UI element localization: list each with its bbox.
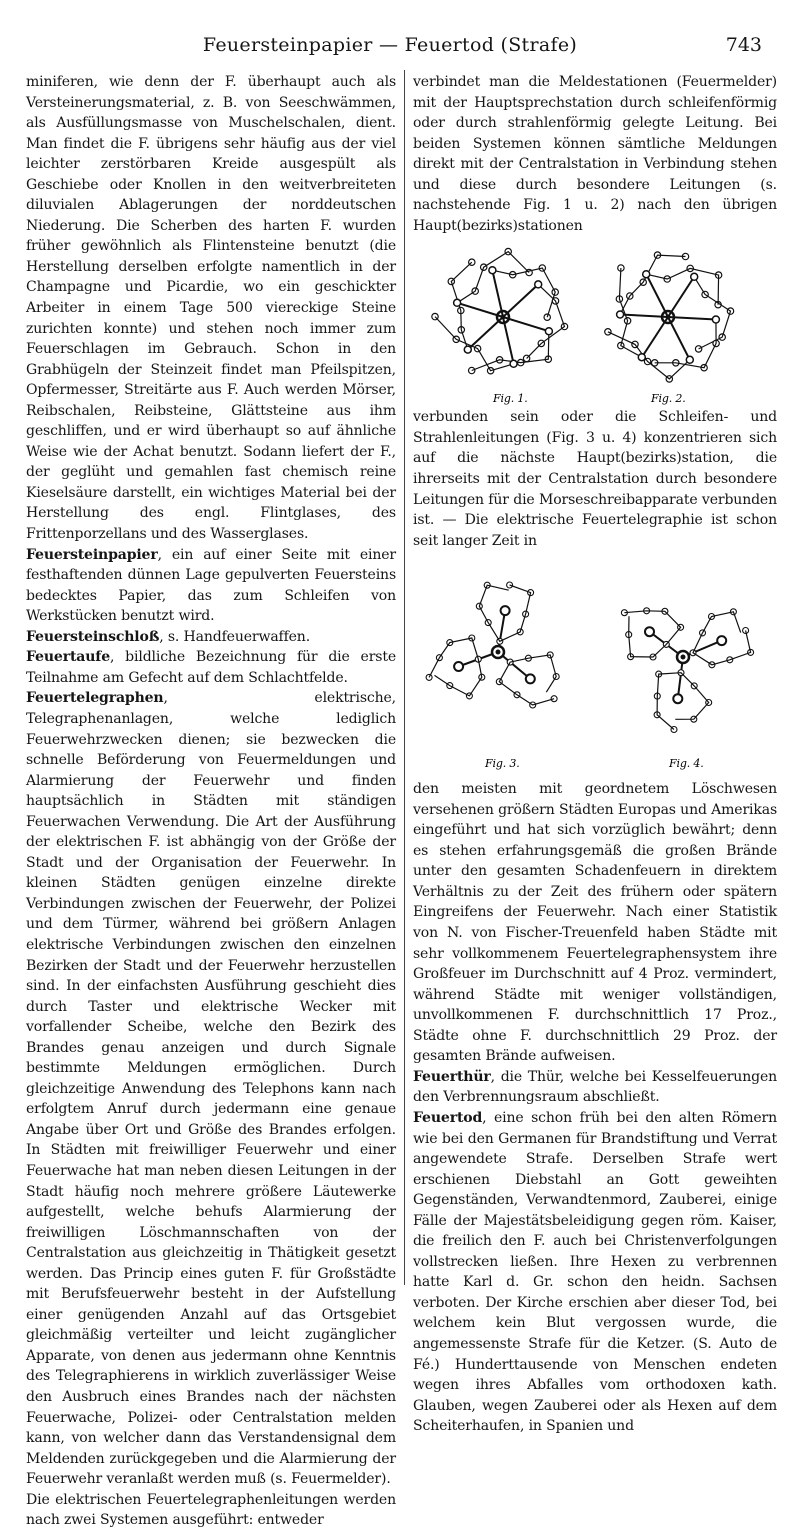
entry-text: , ein auf einer Seite mit einer festhaftenden dünnen Lage gepulverten Feuersteins bedecktes Papier, das zum Schleifen von Werkstücken benutzt wird. (26, 546, 396, 625)
fire-alarm-node (489, 267, 496, 274)
fire-alarm-node (426, 675, 432, 681)
header-title: Feuersteinpapier — Feuertod (Strafe) (202, 34, 578, 56)
fig4-graphic (621, 608, 753, 733)
fire-alarm-node (535, 281, 542, 288)
paragraph (26, 72, 396, 545)
paragraph (413, 407, 777, 551)
left-column (26, 72, 396, 1531)
figure-group-3-4 (413, 557, 777, 779)
entry-text: , die Thür, welche bei Kesselfeuerungen den Verbrennungsraum abschließt. (413, 1068, 777, 1106)
right-column (413, 72, 777, 1437)
district-station-node (717, 636, 726, 645)
page-number: 743 (725, 34, 762, 56)
paragraph (26, 545, 396, 627)
right-text-mid (413, 407, 777, 551)
entry-headword: Feuersteinpapier (26, 546, 158, 563)
fig2-graphic (605, 252, 734, 382)
district-station-node (673, 694, 682, 703)
entry-text: , s. Handfeuerwaffen. (159, 628, 311, 645)
running-header (0, 34, 800, 60)
fire-alarm-node (638, 354, 645, 361)
fire-alarm-node (643, 271, 650, 278)
entry-headword: Feuersteinschloß (26, 628, 160, 645)
right-text-bottom (413, 779, 777, 1437)
fire-alarm-node (454, 300, 461, 307)
right-text-top (413, 72, 777, 236)
paragraph (26, 627, 396, 648)
paragraph (26, 1490, 396, 1531)
entry-headword: Feuertaufe (26, 649, 110, 666)
fire-alarm-node (695, 346, 701, 352)
fire-alarm-node (712, 316, 719, 323)
paragraph (413, 72, 777, 236)
entry-headword: Feuerthür (413, 1068, 491, 1085)
figure-group-1-2 (413, 242, 777, 407)
entry-text: den meisten mit geordnetem Löschwesen versehenen größern Städten Europas und Amerikas eingeführt und hat sich vorzüglich bewährt; denn es stehen erfahrungsgemäß die großen Brände unter den gesamten Schadenfeuern in direktem Verhältnis zu der Zeit des frühern oder spätern Eingreifens der Feuerwehr. Nach einer Statistik von N. von Fischer-Treuenfeld haben Städte mit sehr vollkommenem Feuertelegraphensystem ihre Großfeuer im Durchschnitt auf 4 Proz. vermindert, während Städte mit weniger vollständigen, unvollkommenen F. durchschnittlich 17 Proz., Städte ohne F. durchschnittlich 29 Proz. der gesamten Brände aufweisen. (413, 781, 777, 1065)
fire-alarm-node (617, 311, 624, 318)
entry-text: , eine schon früh bei den alten Römern wie bei den Germanen für Brandstiftung und Verrat angewendete Strafe. Derselben Strafe wert erschienen Diebstahl an Gott geweihten Gegenständen, Verwandtenmord, Zauberei, einige Fälle der Majestätsbeleidigung gegen röm. Kaiser, die freilich den F. auch bei Christenverfolgungen vollstrecken ließen. Ihre Hexen zu verbrennen hatte Karl d. Gr. schon den heidn. Sachsen verboten. Der Kirche erschien aber dieser Tod, bei welchem kein Blut vergossen wurde, die angemessenste Strafe für die Ketzer. (S. Auto de Fé.) Hunderttausende von Menschen endeten wegen ihres Abfalles vom orthodoxen kath. Glauben, wegen Zauberei oder als Hexen auf dem Scheiterhaufen, in Spanien und (413, 1109, 777, 1435)
paragraph (26, 647, 396, 688)
star-network-diagram (413, 242, 777, 407)
entry-text: miniferen, wie denn der F. überhaupt auch als Versteinerungsmaterial, z. B. von Seeschwämmen, als Ausfüllungsmasse von Muschelschalen, dient. Man findet die F. übrigens sehr häufig aus der viel leichter zerstörbaren Kreide ausgespült als Geschiebe oder Knollen in den weitverbreiteten diluvialen Ablagerungen der norddeutschen Niederung. Die Scherben des harten F. wurden früher gewöhnlich als Flintensteine benutzt (die Herstellung derselben erfolgte namentlich in der Champagne und Picardie, wo ein geschickter Arbeiter in einem Tage 500 viereckige Steine zurichten konnte) und stehen noch immer zum Feuerschlagen im Gebrauch. Schon in den Grabhügeln der Steinzeit findet man Pfeilspitzen, Opfermesser, Streitärte aus F. Auch werden Mörser, Reibschalen, Reibsteine, Glättsteine aus ihm geschliffen, und er wird überhaupt so auf ähnliche Weise wie der Achat benutzt. Sodann liefert der F., der geglüht und gemahlen fast chemisch reine Kieselsäure darstellt, ein wichtiges Material bei der Herstellung des engl. Flintglases, des Frittenporzellans und des Wasserglases. (26, 74, 396, 543)
fire-alarm-node (691, 274, 698, 281)
entry-text: verbunden sein oder die Schleifen- und Strahlenleitungen (Fig. 3 u. 4) konzentrieren sich auf die nächste Haupt(bezirks)station, die ihrerseits mit der Centralstation durch besondere Leitungen für die Morseschreibapparate verbunden ist. — Die elektrische Feuertelegraphie ist schon seit langer Zeit in (413, 409, 777, 549)
fig1-graphic (432, 249, 568, 375)
fig1-caption: Fig. 1. (493, 392, 528, 406)
fire-alarm-node (544, 314, 550, 320)
district-station-node (526, 675, 535, 684)
fig3-graphic (426, 582, 559, 708)
paragraph (413, 779, 777, 1067)
paragraph (26, 688, 396, 1489)
paragraph (413, 1108, 777, 1437)
fig2-caption: Fig. 2. (651, 392, 686, 406)
entry-text: Die elektrischen Feuertelegraphenleitungen werden nach zwei Systemen ausgeführt: entweder (26, 1491, 396, 1529)
paragraph (413, 1067, 777, 1108)
district-station-node (454, 662, 463, 671)
fire-alarm-node (545, 328, 552, 335)
fig3-caption: Fig. 3. (485, 757, 520, 771)
column-divider (404, 70, 405, 1285)
district-station-node (501, 606, 510, 615)
district-station-node (645, 627, 654, 636)
fire-alarm-node (686, 357, 693, 364)
fire-alarm-node (464, 346, 471, 353)
entry-text: verbindet man die Meldestationen (Feuermelder) mit der Hauptsprechstation durch schleifenförmig oder durch strahlenförmig gelegte Leitung. Bei beiden Systemen können sämtliche Meldungen direkt mit der Centralstation in Verbindung stehen und diese durch besondere Leitungen (s. nachstehende Fig. 1 u. 2) nach den übrigen Haupt(bezirks)stationen (413, 74, 777, 234)
loop-network-diagram (413, 557, 777, 779)
entry-text: , elektrische, Telegraphenanlagen, welche lediglich Feuerwehrzwecken dienen; sie bezwecken die schnelle Beförderung von Feuermeldungen und Alarmierung der Feuerwehr und finden hauptsächlich in Städten mit ständigen Feuerwachen Verwendung. Die Art der Ausführung der elektrischen F. ist abhängig von der Größe der Stadt und der Organisation der Feuerwehr. In kleinen Städten genügen einzelne direkte Verbindungen zwischen der Feuerwehr, der Polizei und dem Türmer, während bei größern Anlagen elektrische Verbindungen zwischen den einzelnen Bezirken der Stadt und der Feuerwehr herzustellen sind. In der einfachsten Ausführung geschieht dies durch Taster und elektrische Wecker mit vorfallender Scheibe, welche den Bezirk des Brandes genau anzeigen und durch Signale bestimmte Meldungen ermöglichen. Durch gleichzeitige Anwendung des Telephons kann nach erfolgtem Anruf durch jedermann eine genaue Angabe über Ort und Größe des Brandes erfolgen. In Städten mit freiwilliger Feuerwehr und einer Feuerwache hat man neben diesen Leitungen in der Stadt häufig noch mehrere größere Läutewerke aufgestellt, welche behufs Alarmierung der freiwilligen Löschmannschaften von der Centralstation aus gleichzeitig in Thätigkeit gesetzt werden. Das Princip eines guten F. für Großstädte mit Berufsfeuerwehr besteht in der Aufstellung einer genügenden Anzahl auf das Ortsgebiet gleichmäßig verteilter und leicht zugänglicher Apparate, von denen aus jedermann ohne Kenntnis des Telegraphierens in wirklich zuverlässiger Weise den Ausbruch eines Brandes nach der nächsten Feuerwache, Polizei- oder Centralstation melden kann, von welcher dann das Verstandensignal dem Meldenden zurückgegeben und die Alarmierung der Feuerwehr veranlaßt werden muß (s. Feuermelder). (26, 690, 396, 1488)
entry-headword: Feuertelegraphen (26, 690, 164, 707)
fire-alarm-node (507, 582, 513, 588)
fire-alarm-node (510, 361, 517, 368)
fig4-caption: Fig. 4. (669, 757, 704, 771)
entry-headword: Feuertod (413, 1109, 483, 1126)
entry-text: , bildliche Bezeichnung für die erste Teilnahme am Gefecht auf dem Schlachtfelde. (26, 649, 396, 686)
